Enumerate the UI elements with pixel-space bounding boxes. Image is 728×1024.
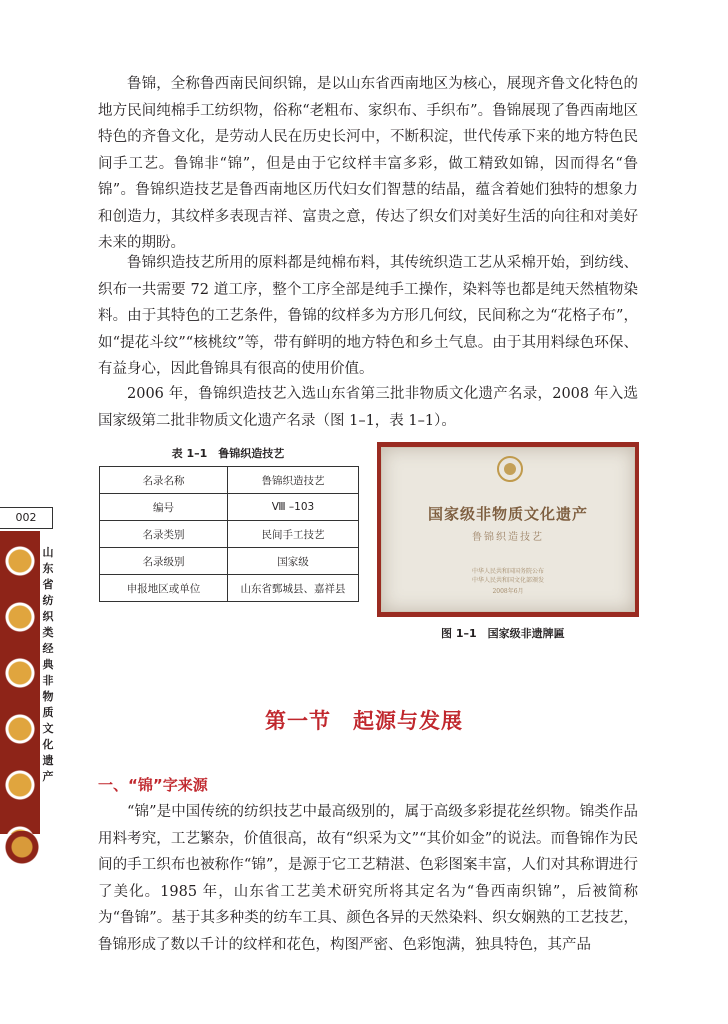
table-row: [100, 494, 359, 521]
table-cell: 名录名称: [100, 467, 228, 494]
running-book-title: 山东省纺织类经典非物质文化遗产: [42, 546, 54, 783]
table-cell: 名录级别: [100, 548, 228, 575]
body-paragraph-3: 2006 年，鲁锦织造技艺入选山东省第三批非物质文化遗产名录，2008 年入选国家级第二批非物质文化遗产名录（图 1–1，表 1–1）。: [98, 386, 638, 429]
table-cell: 国家级: [228, 548, 359, 575]
plaque-title: 国家级非物质文化遗产: [427, 505, 588, 523]
heritage-plaque-photo: [377, 442, 639, 617]
section-heading: 第一节 起源与发展: [265, 709, 463, 733]
plaque-issuer-line: 中华人民共和国文化部颁发: [471, 577, 544, 584]
decorative-brocade-band: [0, 531, 40, 834]
figure-caption: 图 1–1 国家级非遗牌匾: [441, 627, 565, 640]
table-cell: 民间手工技艺: [228, 521, 359, 548]
body-paragraph-2: 鲁锦织造技艺所用的原料都是纯棉布料，其传统织造工艺从采棉开始，到纺线、织布一共需要 72 道工序，整个工序全部是纯手工操作，染料等也都是纯天然植物染料。由于其特色的工艺条件，鲁锦的纹样多为方形几何纹，民间称之为“花格子布”，如“提花斗纹”“核桃纹”等，带有鲜明的地方特色和乡土气息。由于其用料绿色环保、有益身心，因此鲁锦具有很高的使用价值。: [98, 255, 638, 377]
table-row: [100, 521, 359, 548]
table-row: [100, 575, 359, 602]
brocade-ornament-icon: [0, 831, 52, 871]
plaque-issuer-line: 中华人民共和国国务院公布: [471, 568, 544, 575]
table-cell: Ⅷ –103: [228, 494, 359, 521]
table-row: [100, 548, 359, 575]
heritage-emblem-icon: [497, 456, 523, 482]
plaque-date: 2008年6月: [492, 588, 524, 595]
table-cell: 申报地区或单位: [100, 575, 228, 602]
table-caption: 表 1–1 鲁锦织造技艺: [171, 447, 285, 460]
heritage-record-table: [99, 466, 359, 602]
table-cell: 编号: [100, 494, 228, 521]
page-number: 002: [0, 507, 53, 529]
plaque-subtitle: 鲁锦织造技艺: [472, 532, 544, 543]
body-paragraph-1: 鲁锦，全称鲁西南民间织锦，是以山东省西南地区为核心，展现齐鲁文化特色的地方民间纯棉手工纺织物，俗称“老粗布、家织布、手织布”。鲁锦展现了鲁西南地区特色的齐鲁文化，是劳动人民在历史长河中，不断积淀，世代传承下来的地方特色民间手工艺。鲁锦非“锦”，但是由于它纹样丰富多彩，做工精致如锦，因而得名“鲁锦”。鲁锦织造技艺是鲁西南地区历代妇女们智慧的结晶，蕴含着她们独特的想象力和创造力，其纹样多表现吉祥、富贵之意，传达了织女们对美好生活的向往和对美好未来的期盼。: [98, 76, 638, 251]
body-paragraph-4: “锦”是中国传统的纺织技艺中最高级别的，属于高级多彩提花丝织物。锦类作品用料考究，工艺繁杂，价值很高，故有“织采为文”“其价如金”的说法。而鲁锦作为民间的手工织布也被称作“锦”，是源于它工艺精湛、色彩图案丰富，人们对其称谓进行了美化。1985 年，山东省工艺美术研究所将其定名为“鲁西南织锦”，后被简称为“鲁锦”。基于其多种类的纺车工具、颜色各异的天然染料、织女娴熟的工艺技艺，鲁锦形成了数以千计的纹样和花色，构图严密、色彩饱满，独具特色，其产品: [98, 804, 638, 953]
table-row: [100, 467, 359, 494]
table-cell: 名录类别: [100, 521, 228, 548]
table-cell: 山东省鄄城县、嘉祥县: [228, 575, 359, 602]
plaque-board: [381, 447, 635, 612]
subsection-heading: 一、“锦”字来源: [98, 776, 208, 794]
table-cell: 鲁锦织造技艺: [228, 467, 359, 494]
